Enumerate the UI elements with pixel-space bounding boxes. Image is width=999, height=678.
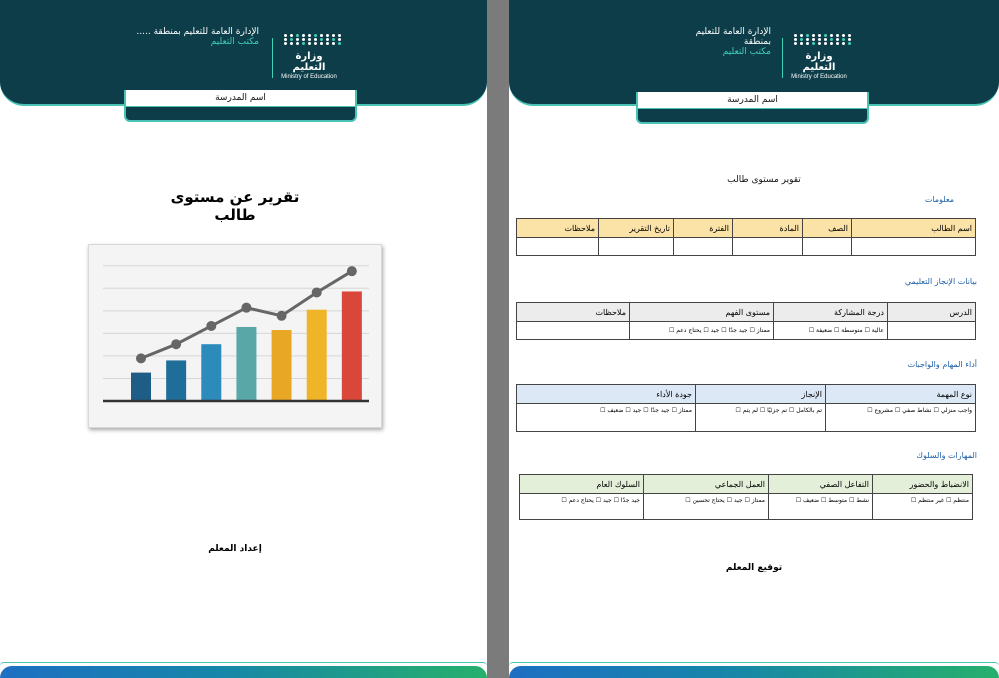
ministry-logo-dots-icon — [794, 34, 850, 45]
ministry-logo-dots-icon — [284, 34, 340, 45]
info-cell-date[interactable] — [599, 238, 674, 256]
ministry-logo-arabic: وزارة التعليم — [292, 51, 326, 73]
ministry-logo-english: Ministry of Education — [281, 74, 337, 80]
achievement-table — [516, 302, 976, 340]
ach-col-lesson: الدرس — [888, 303, 976, 322]
info-table — [516, 218, 976, 256]
chart-bar — [272, 330, 292, 401]
chart-image-frame — [88, 244, 382, 428]
logo-divider — [272, 38, 273, 78]
info-col-student: اسم الطالب — [852, 219, 976, 238]
ach-cell-participation[interactable]: عالية ☐ متوسطة ☐ ضعيفة ☐ — [774, 322, 888, 340]
skills-cell-interaction[interactable]: نشط ☐ متوسط ☐ ضعيف ☐ — [769, 494, 873, 520]
skills-col-discipline: الانضباط والحضور — [873, 475, 973, 494]
chart-trend-point — [171, 339, 181, 349]
header-admin-line: الإدارة العامة للتعليم بمنطقة ..... — [136, 27, 259, 37]
school-name-box — [636, 92, 869, 124]
growth-chart — [89, 245, 383, 429]
skills-col-behavior: السلوك العام — [520, 475, 644, 494]
chart-bar — [131, 373, 151, 401]
ach-col-understanding: مستوى الفهم — [630, 303, 774, 322]
ach-cell-understanding[interactable]: ممتاز ☐ جيد جدًا ☐ جيد ☐ يحتاج دعم ☐ — [630, 322, 774, 340]
header-office-line: مكتب التعليم — [210, 37, 259, 47]
info-cell-student[interactable] — [852, 238, 976, 256]
info-col-class: الصف — [803, 219, 852, 238]
info-cell-notes[interactable] — [517, 238, 599, 256]
footer-bar — [0, 666, 487, 678]
cover-page — [0, 0, 487, 678]
chart-bar — [166, 360, 186, 401]
skills-heading: المهارات والسلوك — [916, 451, 977, 460]
ach-col-notes: ملاحظات — [517, 303, 630, 322]
info-heading: معلومات — [924, 195, 954, 204]
chart-trend-point — [241, 303, 251, 313]
info-col-date: تاريخ التقرير — [599, 219, 674, 238]
skills-cell-discipline[interactable]: منتظم ☐ غير منتظم ☐ — [873, 494, 973, 520]
skills-cell-teamwork[interactable]: ممتاز ☐ جيد ☐ يحتاج تحسين ☐ — [644, 494, 769, 520]
report-page — [509, 0, 999, 678]
logo-divider — [782, 38, 783, 78]
ach-cell-lesson[interactable] — [888, 322, 976, 340]
ministry-logo-english: Ministry of Education — [791, 74, 847, 80]
cover-title: تقرير عن مستوى طالب — [170, 188, 300, 224]
tasks-col-type: نوع المهمة — [826, 385, 976, 404]
skills-table — [519, 474, 973, 520]
tasks-col-quality: جودة الأداء — [517, 385, 696, 404]
tasks-table — [516, 384, 976, 432]
header-admin-text — [109, 27, 259, 47]
ach-col-participation: درجة المشاركة — [774, 303, 888, 322]
chart-trend-point — [312, 287, 322, 297]
ministry-logo — [278, 30, 340, 80]
school-name-label: اسم المدرسة — [638, 92, 867, 109]
info-cell-period[interactable] — [674, 238, 733, 256]
tasks-heading: أداء المهام والواجبات — [907, 360, 977, 369]
teacher-signature-label: توقيع المعلم — [725, 563, 783, 573]
school-name-label: اسم المدرسة — [126, 90, 355, 107]
page-header — [509, 0, 999, 106]
ministry-logo — [788, 30, 850, 80]
info-col-subject: المادة — [733, 219, 803, 238]
ach-cell-notes[interactable] — [517, 322, 630, 340]
footer-bar — [509, 666, 999, 678]
chart-bar — [236, 327, 256, 401]
ministry-logo-arabic: وزارة التعليم — [802, 51, 836, 73]
header-admin-text — [621, 27, 771, 57]
tasks-cell-completion[interactable]: تم بالكامل ☐ تم جزئيًا ☐ لم يتم ☐ — [696, 404, 826, 432]
chart-trend-point — [136, 353, 146, 363]
achievement-heading: بيانات الإنجاز التعليمي — [904, 277, 977, 286]
tasks-col-completion: الإنجاز — [696, 385, 826, 404]
skills-cell-behavior[interactable]: جيد جدًا ☐ جيد ☐ يحتاج دعم ☐ — [520, 494, 644, 520]
chart-bar — [201, 344, 221, 401]
info-cell-class[interactable] — [803, 238, 852, 256]
header-office-line: مكتب التعليم — [722, 47, 771, 57]
skills-col-teamwork: العمل الجماعي — [644, 475, 769, 494]
chart-trend-point — [206, 321, 216, 331]
info-col-notes: ملاحظات — [517, 219, 599, 238]
header-admin-line: الإدارة العامة للتعليم — [695, 27, 771, 37]
school-name-box — [124, 90, 357, 122]
skills-col-interaction: التفاعل الصفي — [769, 475, 873, 494]
info-col-period: الفترة — [674, 219, 733, 238]
report-title: تقوير مستوى طالب — [727, 175, 801, 185]
chart-bar — [342, 291, 362, 401]
tasks-cell-quality[interactable]: ممتاز ☐ جيد جدًا ☐ جيد ☐ ضعيف ☐ — [517, 404, 696, 432]
prepared-by-label: إعداد المعلم — [208, 544, 262, 554]
chart-trend-point — [347, 266, 357, 276]
chart-bar — [307, 310, 327, 401]
chart-trend-point — [277, 311, 287, 321]
header-admin-line-2: بمنطقة — [743, 37, 771, 47]
tasks-cell-type[interactable]: واجب منزلي ☐ نشاط صفي ☐ مشروع ☐ — [826, 404, 976, 432]
info-cell-subject[interactable] — [733, 238, 803, 256]
